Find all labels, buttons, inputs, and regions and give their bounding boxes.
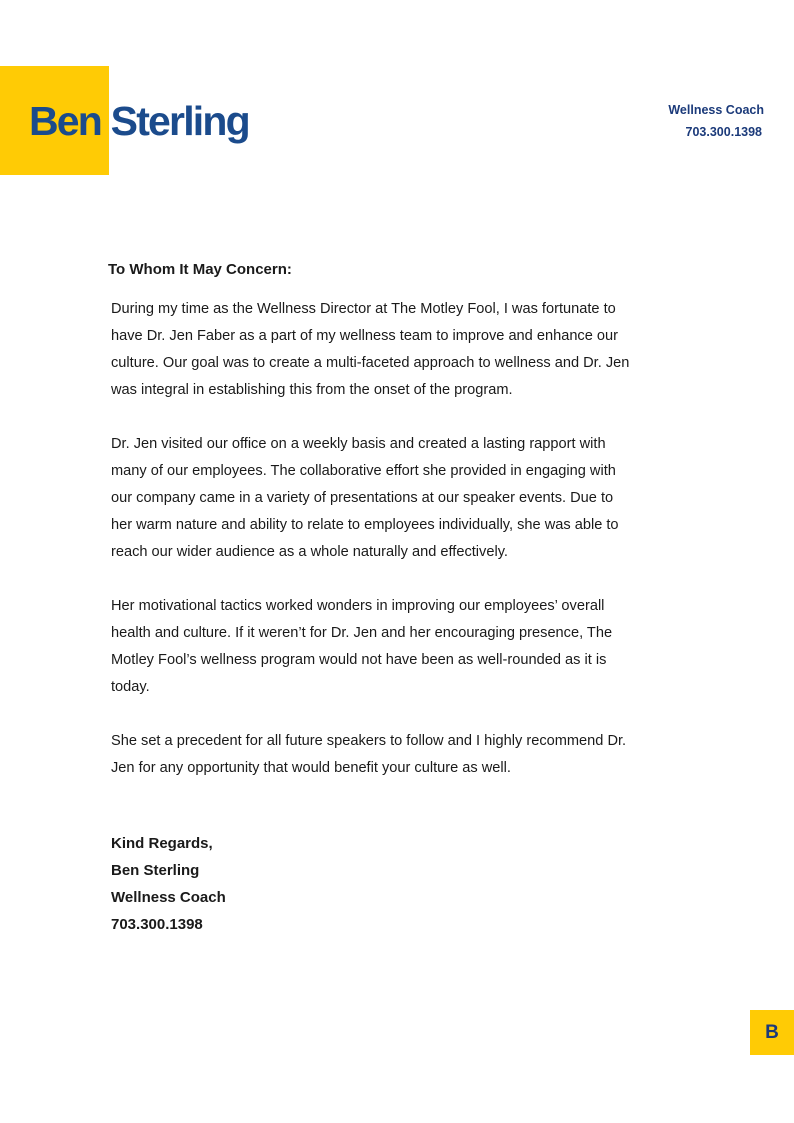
signature-title: Wellness Coach [111,889,226,906]
header-contact [668,99,764,143]
letter-body [111,296,631,809]
corner-logo-badge: B [750,1010,794,1055]
signature-name: Ben Sterling [111,862,200,879]
letter-paragraph: During my time as the Wellness Director at The Motley Fool, I was fortunate to have Dr. Jen Faber as a part of my wellness team to improve and enhance our culture. Our goal was to create a multi-faceted approach to wellness and Dr. Jen was integral in establishing this from the onset of the program. [111,301,630,398]
logo-name: Ben Sterling [29,98,249,144]
signature-block [111,830,226,938]
signature-closing: Kind Regards, [111,835,213,852]
header-title: Wellness Coach [668,103,764,117]
signature-phone: 703.300.1398 [111,916,203,933]
letter-paragraph: She set a precedent for all future speakers to follow and I highly recommend Dr. Jen for any opportunity that would benefit your culture as well. [111,733,627,776]
letter-salutation: To Whom It May Concern: [108,261,292,278]
header-phone: 703.300.1398 [685,125,762,139]
letter-paragraph: Dr. Jen visited our office on a weekly basis and created a lasting rapport with many of our employees. The collaborative effort she provided in engaging with our company came in a variety of presentations at our speaker events. Due to her warm nature and ability to relate to employees individually, she was able to reach our wider audience as a whole naturally and effectively. [111,436,619,560]
letter-paragraph: Her motivational tactics worked wonders in improving our employees’ overall health and culture. If it weren’t for Dr. Jen and her encouraging presence, The Motley Fool’s wellness program would not have been as well-rounded as it is today. [111,598,613,695]
